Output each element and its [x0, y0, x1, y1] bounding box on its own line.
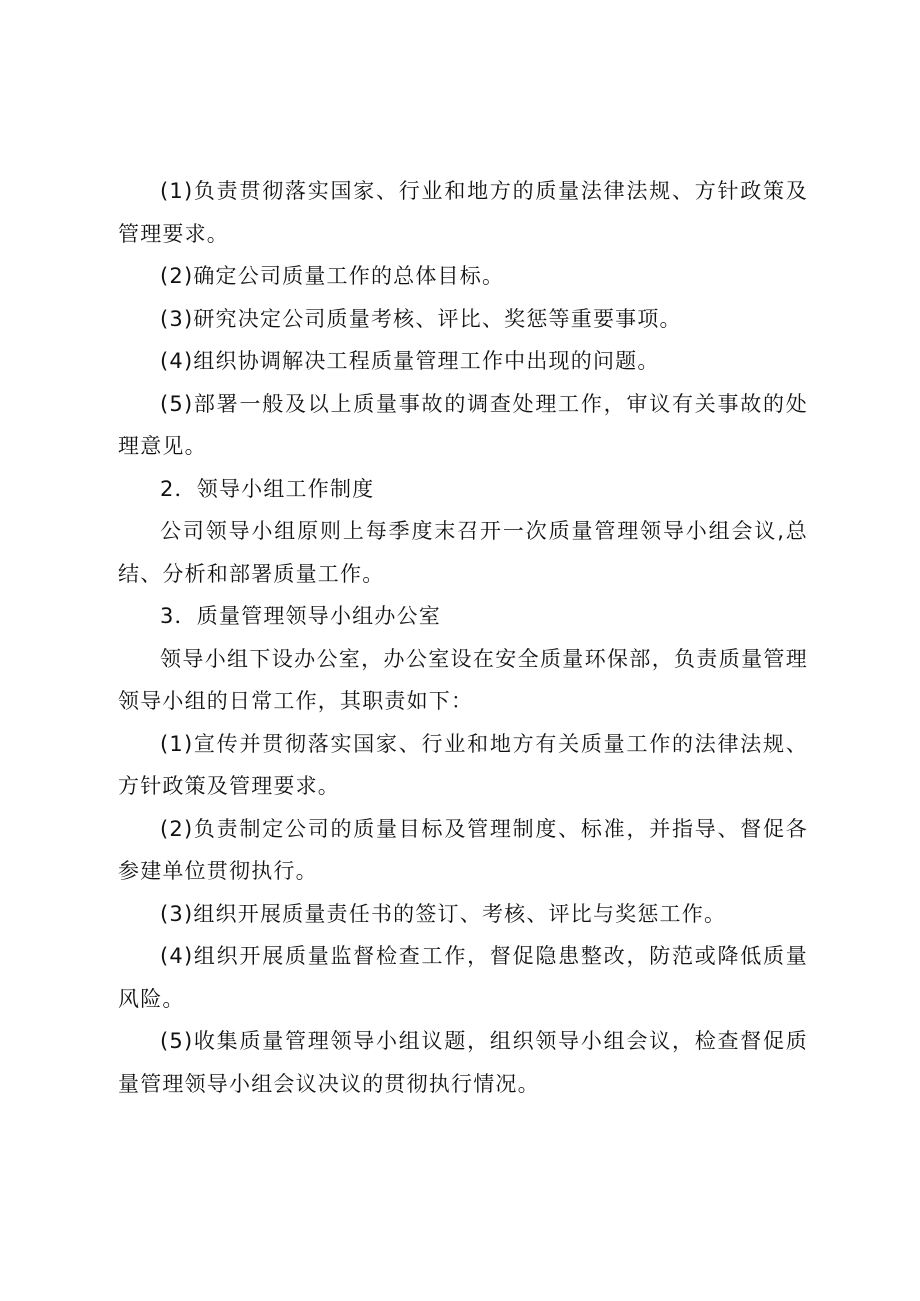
- document-body: [118, 170, 808, 1105]
- section-heading-2: 2．领导小组工作制度: [160, 476, 375, 501]
- duty-item-4: (4)组织协调解决工程质量管理工作中出现的问题。: [160, 349, 660, 373]
- office-duty-item-3: (3)组织开展质量责任书的签订、考核、评比与奖惩工作。: [160, 901, 727, 926]
- office-duty-item-2: (2)负责制定公司的质量目标及管理制度、标准，并指导、督促各参建单位贯彻执行。: [118, 816, 808, 883]
- section-2-body: 公司领导小组原则上每季度末召开一次质量管理领导小组会议,总结、分析和部署质量工作。: [118, 519, 808, 586]
- office-duty-item-4: (4)组织开展质量监督检查工作，督促隐患整改，防范或降低质量风险。: [118, 944, 808, 1011]
- office-duty-item-5: (5)收集质量管理领导小组议题，组织领导小组会议，检查督促质量管理领导小组会议决议的贯彻执行情况。: [118, 1029, 808, 1096]
- duty-item-5: (5)部署一般及以上质量事故的调查处理工作，审议有关事故的处理意见。: [118, 391, 808, 458]
- section-3-intro: 领导小组下设办公室，办公室设在安全质量环保部，负责质量管理领导小组的日常工作，其职责如下：: [118, 646, 808, 713]
- duty-item-2: (2)确定公司质量工作的总体目标。: [160, 264, 505, 288]
- office-duty-item-1: (1)宣传并贯彻落实国家、行业和地方有关质量工作的法律法规、方针政策及管理要求。: [118, 731, 808, 798]
- duty-item-1: (1)负责贯彻落实国家、行业和地方的质量法律法规、方针政策及管理要求。: [118, 179, 808, 246]
- duty-item-3: (3)研究决定公司质量考核、评比、奖惩等重要事项。: [160, 306, 682, 331]
- section-heading-3: 3．质量管理领导小组办公室: [160, 604, 441, 628]
